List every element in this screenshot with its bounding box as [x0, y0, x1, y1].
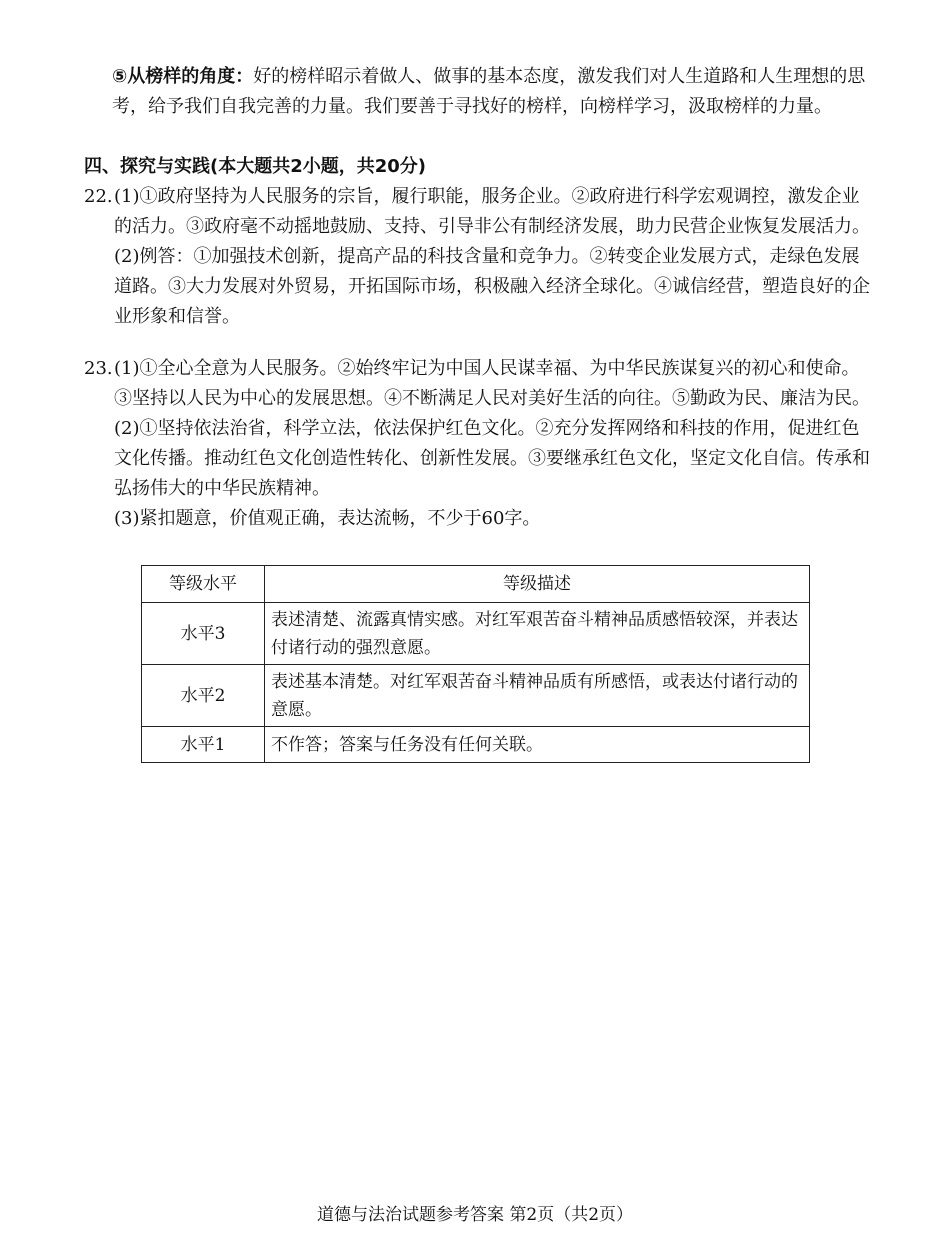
description-cell: 表述清楚、流露真情实感。对红军艰苦奋斗精神品质感悟较深，并表达付诸行动的强烈意愿。 [265, 603, 810, 665]
answer-part-1: (1)①全心全意为人民服务。②始终牢记为中国人民谋幸福、为中华民族谋复兴的初心和使命。③坚持以人民为中心的发展思想。④不断满足人民对美好生活的向往。⑤勤政为民、廉洁为民。 [114, 358, 870, 409]
table-row [142, 665, 810, 727]
answer-part-2: (2)例答：①加强技术创新，提高产品的科技含量和竞争力。②转变企业发展方式，走绿色发展道路。③大力发展对外贸易，开拓国际市场，积极融入经济全球化。④诚信经营，塑造良好的企业形象和信誉。 [114, 246, 870, 327]
table-header-row [142, 566, 810, 603]
question-22 [84, 182, 870, 332]
description-cell: 表述基本清楚。对红军艰苦奋斗精神品质有所感悟，或表达付诸行动的意愿。 [265, 665, 810, 727]
paragraph-lead: ⑤从榜样的角度： [112, 66, 254, 87]
question-number: 23. [84, 358, 113, 379]
model-paragraph [112, 62, 870, 122]
paragraph-text: 好的榜样昭示着做人、做事的基本态度，激发我们对人生道路和人生理想的思考，给予我们自我完善的力量。我们要善于寻找好的榜样，向榜样学习，汲取榜样的力量。 [112, 66, 866, 117]
level-cell: 水平2 [142, 665, 265, 727]
page-footer: 道德与法治试题参考答案 第2页（共2页） [316, 1205, 634, 1225]
answer-part-2: (2)①坚持依法治省，科学立法，依法保护红色文化。②充分发挥网络和科技的作用，促进红色文化传播。推动红色文化创造性转化、创新性发展。③要继承红色文化，坚定文化自信。传承和弘扬伟大的中华民族精神。 [114, 418, 870, 499]
table-row [142, 727, 810, 763]
header-description: 等级描述 [265, 566, 810, 603]
header-level: 等级水平 [142, 566, 265, 603]
answer-part-1: (1)①政府坚持为人民服务的宗旨，履行职能，服务企业。②政府进行科学宏观调控，激发企业的活力。③政府毫不动摇地鼓励、支持、引导非公有制经济发展，助力民营企业恢复发展活力。 [114, 186, 870, 237]
question-23 [84, 354, 870, 534]
level-cell: 水平3 [142, 603, 265, 665]
table-row [142, 603, 810, 665]
grading-table [141, 565, 810, 763]
answer-part-3: (3)紧扣题意，价值观正确，表达流畅，不少于60字。 [114, 508, 541, 529]
description-cell: 不作答；答案与任务没有任何关联。 [265, 727, 810, 763]
question-number: 22. [84, 186, 113, 207]
section-title: 四、探究与实践(本大题共2小题，共20分) [84, 156, 427, 177]
level-cell: 水平1 [142, 727, 265, 763]
